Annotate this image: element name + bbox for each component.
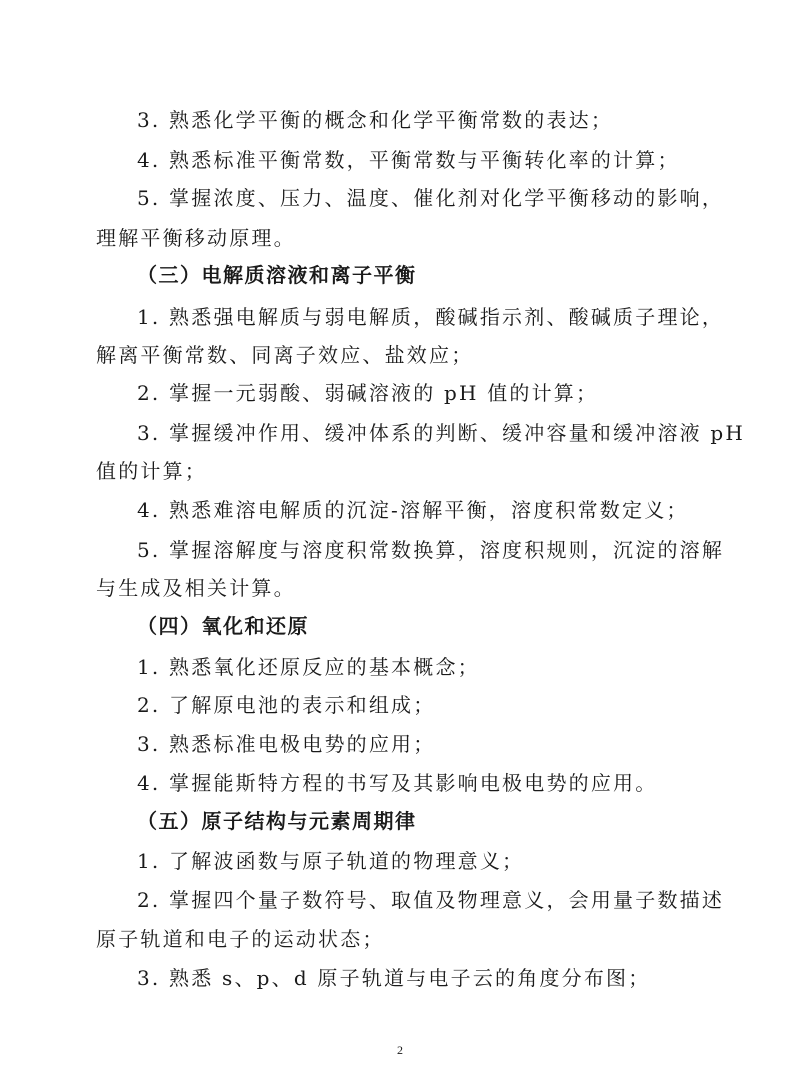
text-line: 与生成及相关计算。 <box>96 576 296 600</box>
text-line: 1. 熟悉氧化还原反应的基本概念； <box>137 655 480 679</box>
text-line: 4. 掌握能斯特方程的书写及其影响电极电势的应用。 <box>137 771 658 795</box>
text-line: 3. 掌握缓冲作用、缓冲体系的判断、缓冲容量和缓冲溶液 pH <box>137 421 746 445</box>
text-line: 理解平衡移动原理。 <box>96 226 296 250</box>
text-line: 5. 掌握浓度、压力、温度、催化剂对化学平衡移动的影响， <box>137 186 725 210</box>
text-line: 2. 掌握四个量子数符号、取值及物理意义，会用量子数描述 <box>137 888 725 912</box>
text-line: 4. 熟悉标准平衡常数，平衡常数与平衡转化率的计算； <box>137 148 680 172</box>
text-line: 1. 了解波函数与原子轨道的物理意义； <box>137 849 525 873</box>
text-line: 2. 掌握一元弱酸、弱碱溶液的 pH 值的计算； <box>137 381 599 405</box>
text-line: 3. 熟悉化学平衡的概念和化学平衡常数的表达； <box>137 108 614 132</box>
text-line: 1. 熟悉强电解质与弱电解质，酸碱指示剂、酸碱质子理论， <box>137 305 725 329</box>
text-line: 4. 熟悉难溶电解质的沉淀-溶解平衡，溶度积常数定义； <box>137 498 689 522</box>
text-line: 5. 掌握溶解度与溶度积常数换算，溶度积规则，沉淀的溶解 <box>137 538 725 562</box>
section-heading: （三）电解质溶液和离子平衡 <box>137 263 417 287</box>
section-heading: （四）氧化和还原 <box>137 614 309 638</box>
text-line: 原子轨道和电子的运动状态； <box>96 927 385 951</box>
page-number: 2 <box>397 1043 403 1057</box>
text-line: 解离平衡常数、同离子效应、盐效应； <box>96 343 474 367</box>
section-heading: （五）原子结构与元素周期律 <box>137 809 417 833</box>
text-line: 3. 熟悉标准电极电势的应用； <box>137 732 436 756</box>
text-line: 2. 了解原电池的表示和组成； <box>137 693 436 717</box>
text-line: 值的计算； <box>96 459 207 483</box>
text-line: 3. 熟悉 s、p、d 原子轨道与电子云的角度分布图； <box>137 966 651 990</box>
